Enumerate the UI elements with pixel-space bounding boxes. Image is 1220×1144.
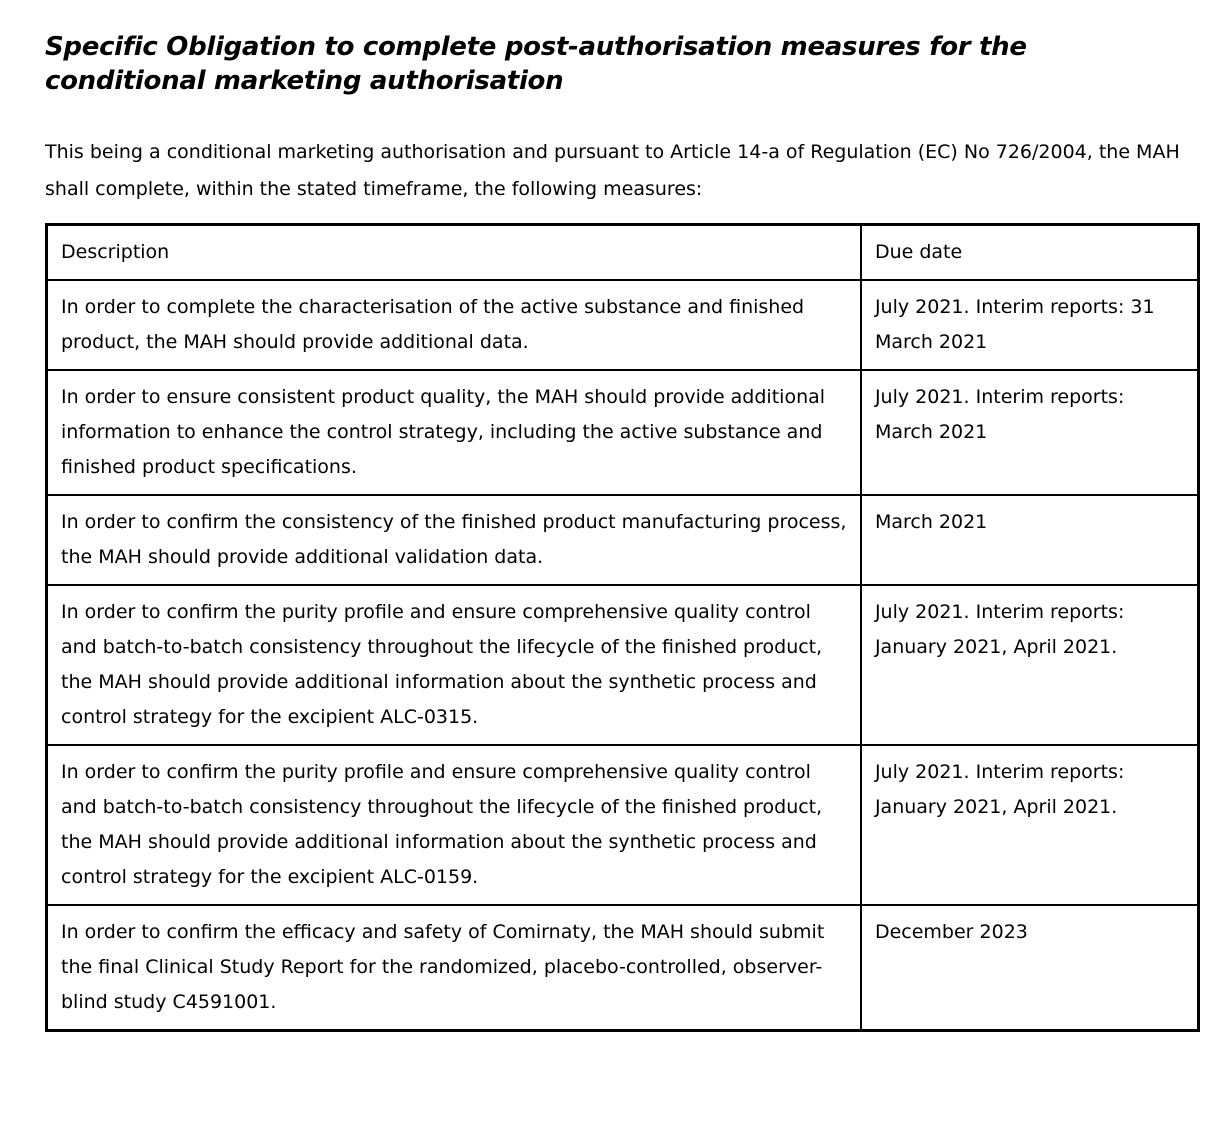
description-cell: In order to confirm the consistency of the finished product manufacturing process, the MAH should provide additional validation data. bbox=[47, 495, 861, 585]
obligations-table bbox=[45, 223, 1200, 1032]
description-cell: In order to confirm the efficacy and safety of Comirnaty, the MAH should submit the final Clinical Study Report for the randomized, placebo-controlled, observer-blind study C4591001. bbox=[47, 905, 861, 1031]
table-row bbox=[47, 905, 1199, 1031]
table-row bbox=[47, 370, 1199, 495]
table-header-row bbox=[47, 225, 1199, 281]
description-cell: In order to confirm the purity profile and ensure comprehensive quality control and batch-to-batch consistency throughout the lifecycle of the finished product, the MAH should provide additional information about the synthetic process and control strategy for the excipient ALC-0159. bbox=[47, 745, 861, 905]
due-date-cell: July 2021. Interim reports: January 2021, April 2021. bbox=[861, 745, 1199, 905]
description-cell: In order to ensure consistent product quality, the MAH should provide additional information to enhance the control strategy, including the active substance and finished product specifications. bbox=[47, 370, 861, 495]
description-cell: In order to complete the characterisation of the active substance and finished product, the MAH should provide additional data. bbox=[47, 280, 861, 370]
intro-paragraph: This being a conditional marketing authorisation and pursuant to Article 14-a of Regulation (EC) No 726/2004, the MAH shall complete, within the stated timeframe, the following measures: bbox=[45, 141, 1180, 200]
page-title: Specific Obligation to complete post-authorisation measures for the conditional marketing authorisation bbox=[45, 32, 1027, 96]
table-row bbox=[47, 745, 1199, 905]
table-row bbox=[47, 280, 1199, 370]
due-date-cell: December 2023 bbox=[861, 905, 1199, 1031]
due-date-cell: July 2021. Interim reports: 31 March 2021 bbox=[861, 280, 1199, 370]
due-date-cell: July 2021. Interim reports: March 2021 bbox=[861, 370, 1199, 495]
column-header-due-date: Due date bbox=[861, 225, 1199, 281]
table-row bbox=[47, 495, 1199, 585]
due-date-cell: March 2021 bbox=[861, 495, 1199, 585]
column-header-description: Description bbox=[47, 225, 861, 281]
table-row bbox=[47, 585, 1199, 745]
description-cell: In order to confirm the purity profile and ensure comprehensive quality control and batch-to-batch consistency throughout the lifecycle of the finished product, the MAH should provide additional information about the synthetic process and control strategy for the excipient ALC-0315. bbox=[47, 585, 861, 745]
due-date-cell: July 2021. Interim reports: January 2021, April 2021. bbox=[861, 585, 1199, 745]
